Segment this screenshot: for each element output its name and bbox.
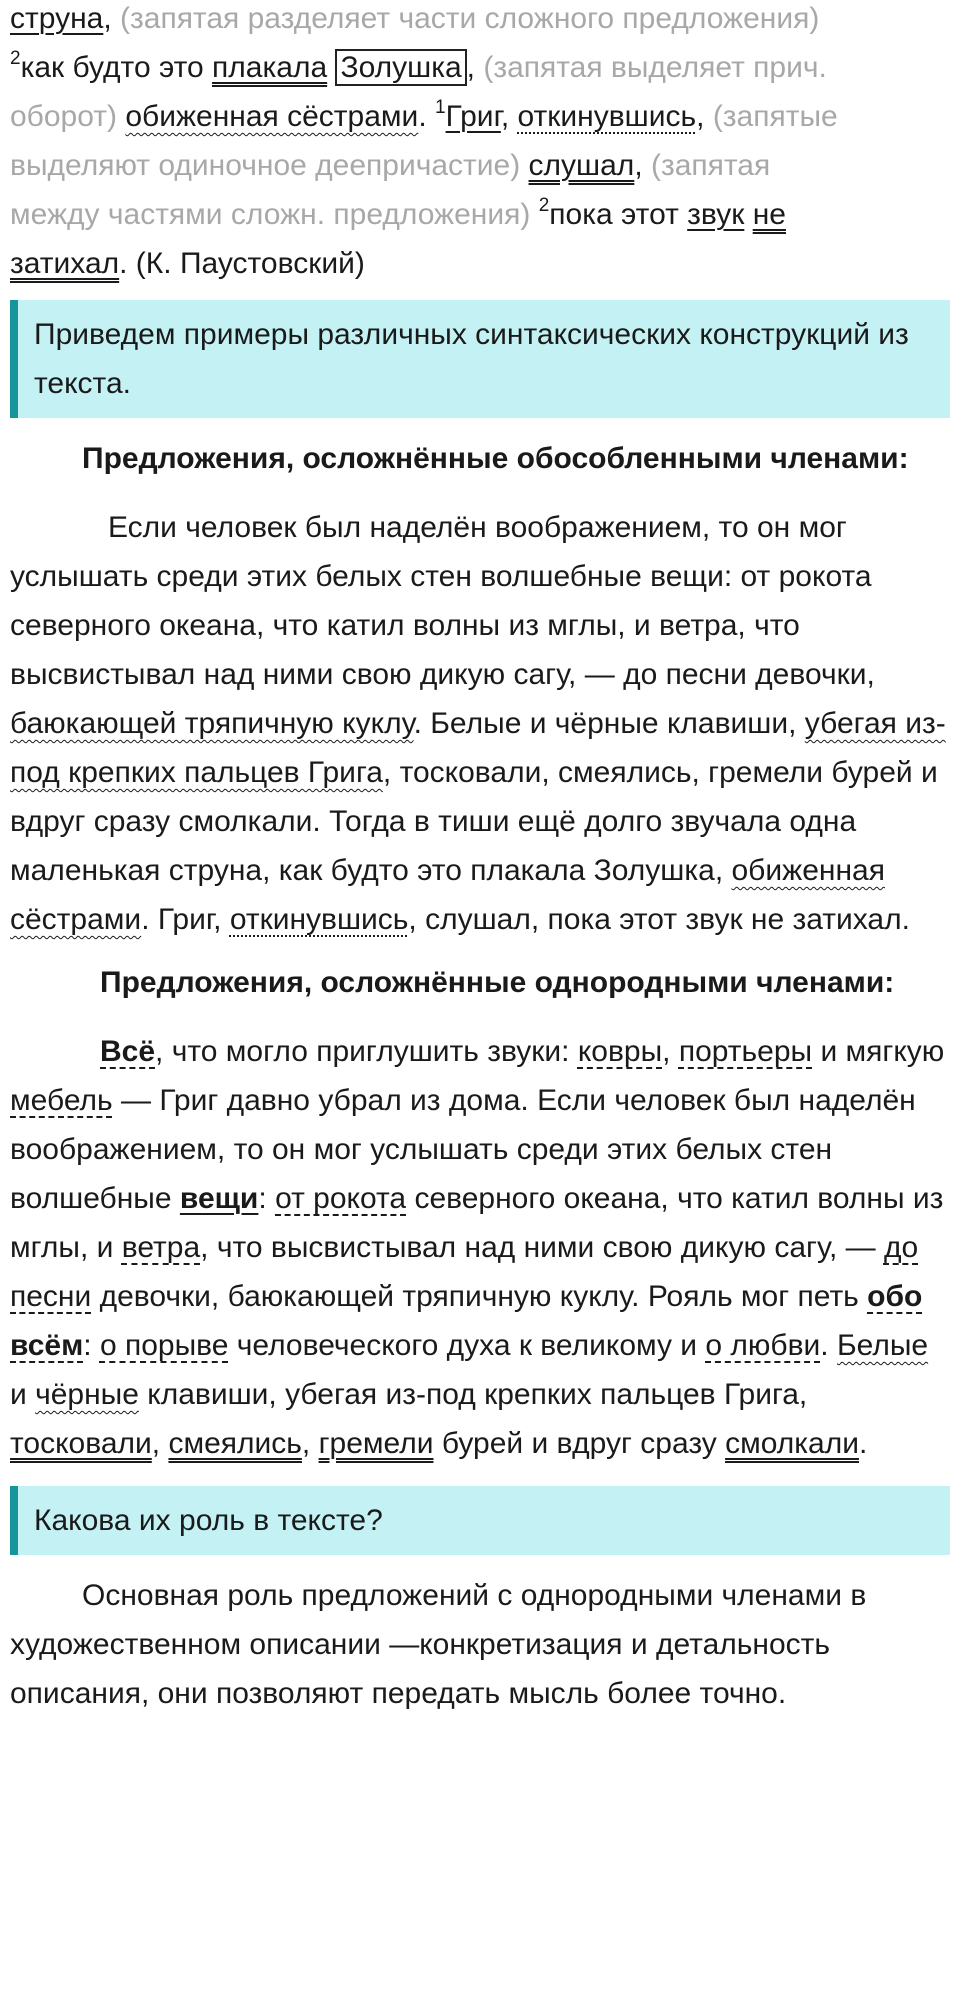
word-slushal: слушал (528, 149, 635, 182)
callout-examples: Приведем примеры различных синтаксических конструкций из текста. (10, 300, 950, 418)
homogeneous-member: ковры (577, 1035, 663, 1068)
generalizing-word: обо всём (10, 1280, 923, 1362)
comment-3a: (запятые (712, 100, 838, 133)
homogeneous-member: тосковали (10, 1427, 152, 1460)
text: северного океана, что катил волны из мглы, и (10, 1182, 944, 1264)
homogeneous-member: о любви (705, 1329, 821, 1362)
homogeneous-member: гремели (318, 1427, 434, 1460)
text: , что могло приглушить звуки: (155, 1035, 578, 1068)
text: Если человек был наделён воображением, то он мог услышать среди этих белых стен волшебные вещи: от рокота северного океана, что катил волны из мглы, и ветра, что высвистывал над ними свою дикую сагу, — до песни девочки, (10, 511, 875, 691)
homogeneous-member: до песни (10, 1231, 919, 1313)
word-grig: Григ (445, 100, 501, 133)
adverbial-phrase: убегая из-под крепких пальцев Грига (10, 707, 946, 789)
text: девочки, баюкающей тряпичную куклу. Рояль мог петь (91, 1280, 868, 1313)
callout-question: Какова их роль в тексте? (10, 1486, 950, 1555)
comment-3b: выделяют одиночное деепричастие) (10, 149, 521, 182)
text: — Григ давно убрал из дома. Если человек был наделён воображением, то он мог услышать среди этих белых стен волшебные (10, 1084, 916, 1215)
text: клавиши, убегая из-под крепких пальцев Грига, (138, 1378, 808, 1411)
generalizing-word: Всё (100, 1035, 156, 1068)
word-struna: струна (10, 2, 104, 35)
homogeneous-member: портьеры (678, 1035, 813, 1068)
comment-2a: (запятая выделяет прич. (483, 51, 827, 84)
word-zvuk: звук (687, 198, 745, 231)
homogeneous-member: от рокота (275, 1182, 407, 1215)
word-plakala: плакала (212, 51, 328, 84)
participle-phrase: обиженная сёстрами (10, 854, 885, 936)
adverbial-participle: откинувшись (229, 903, 409, 936)
homogeneous-member: смолкали (725, 1427, 859, 1460)
part-number: 1 (434, 97, 446, 118)
paragraph-conclusion: Основная роль предложений с однородными членами в художественном описании —конкретизация и детальность описания, они позволяют передать мысль более точно. (10, 1579, 867, 1710)
comment-2b: оборот) (10, 100, 117, 133)
text: как будто это (20, 51, 213, 84)
homogeneous-member: о порыве (99, 1329, 229, 1362)
section-heading-homogeneous: Предложения, осложнённые однородными членами: (100, 966, 895, 999)
text: и мягкую (812, 1035, 945, 1068)
comment-1: (запятая разделяет части сложного предложения) (120, 2, 820, 35)
section-heading-isolated: Предложения, осложнённые обособленными членами: (82, 442, 909, 475)
text: . Белые и чёрные клавиши, (413, 707, 805, 740)
text: , тосковали, смеялись, гремели бурей и вдруг сразу смолкали. Тогда в тиши ещё долго звучала одна маленькая струна, как будто это плакала Золушка, (10, 756, 938, 887)
paragraph-isolated (10, 503, 950, 944)
word-otkinuvshis: откинувшись (517, 100, 697, 133)
text: . Григ, (141, 903, 230, 936)
word-ne: не (752, 198, 786, 231)
paragraph-homogeneous: Всё, что могло приглушить звуки: ковры, портьеры и мягкую мебель — Григ давно убрал из дома. Если человек был наделён воображением, то он мог услышать среди этих белых стен волшебные вещи: от рокота северного океана, что катил волны из мглы, и ветра, что высвистывал над ними свою дикую сагу, — до песни девочки, баюкающей тряпичную куклу. Рояль мог петь обо всём: о порыве человеческого духа к великому и о любви. Белые и чёрные клавиши, убегая из-под крепких пальцев Грига, тосковали, смеялись, гремели бурей и вдруг сразу смолкали. (10, 1035, 945, 1460)
homogeneous-member: Белые (836, 1329, 929, 1362)
text: пока этот (549, 198, 688, 231)
text: бурей и вдруг сразу (433, 1427, 726, 1460)
text: , слушал, пока этот звук не затихал. (408, 903, 910, 936)
word-zolushka: Золушка (335, 49, 466, 86)
homogeneous-member: ветра (121, 1231, 201, 1264)
text: человеческого духа к великому и (228, 1329, 706, 1362)
word-obizhennaya: обиженная сёстрами (125, 100, 419, 133)
part-number: 2 (10, 48, 21, 69)
homogeneous-member: мебель (10, 1084, 113, 1117)
homogeneous-member: смеялись (168, 1427, 302, 1460)
author: . (К. Паустовский) (119, 247, 365, 280)
comment-4a: (запятая (650, 149, 771, 182)
participle-phrase: баюкающей тряпичную куклу (10, 707, 414, 740)
word-zatikhal: затихал (10, 247, 120, 280)
comment-4b: между частями сложн. предложения) (10, 198, 531, 231)
text: и (10, 1378, 36, 1411)
homogeneous-member: чёрные (35, 1378, 139, 1411)
part-number: 2 (538, 195, 550, 216)
text: , что высвистывал над ними свою дикую сагу, — (200, 1231, 884, 1264)
example-text: струна, (запятая разделяет части сложного предложения) $^2$как будто это плакала Золушка , (запятая выделяет прич. оборот) обиженная сёстрами. $^1$Григ, откинувшись, (запятые выделяют одиночное деепричастие) слушал, (запятая между частями сложн. предложения) $^2$пока этот звук не затихал. (К. Паустовский) (10, 2, 838, 280)
generalizing-word: вещи (179, 1182, 259, 1215)
